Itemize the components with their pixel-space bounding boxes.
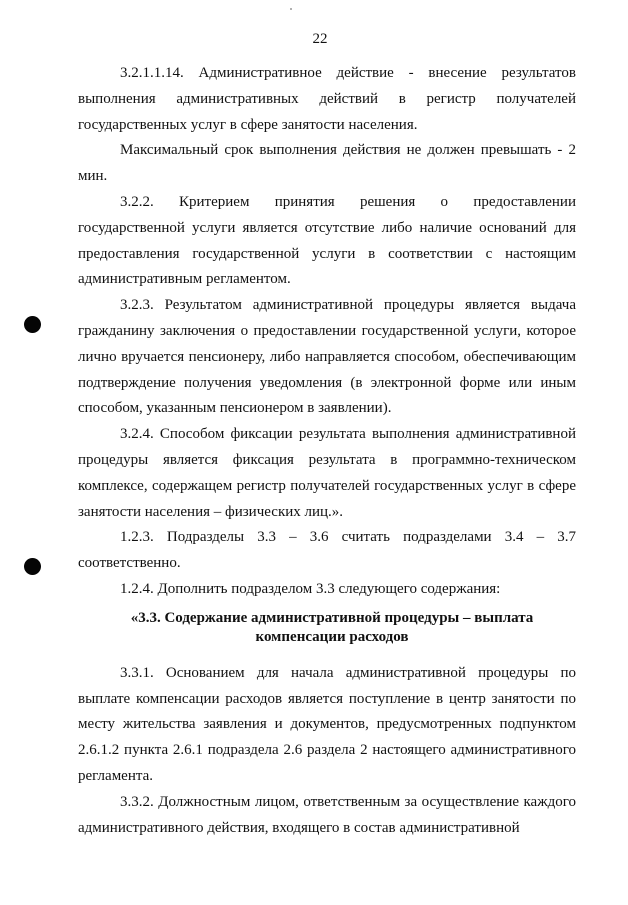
paragraph-3-2-2: 3.2.2. Критерием принятия решения о предоставлении государственной услуги является отсутствие либо наличие оснований для предоставления государственной услуги в соответствии с настоящим административным регламентом. (78, 193, 576, 288)
paragraph-3-2-1-1-14: 3.2.1.1.14. Административное действие - внесение результатов выполнения административных действий в регистр получателей государственных услуг в сфере занятости населения. (78, 65, 576, 133)
section-heading-line2: компенсации расходов (255, 628, 409, 645)
paragraph-3-3-1: 3.3.1. Основанием для начала административной процедуры по выплате компенсации расходов является поступление в центр занятости по месту жительства заявления и документов, предусмотренных подпунктом 2.6.1.2 пункта 2.6.1 подраздела 2.6 раздела 2 настоящего административного регламента. (78, 664, 576, 784)
paragraph-3-2-4: 3.2.4. Способом фиксации результата выполнения административной процедуры является фиксация результата в программно-техническом комплексе, содержащем регистр получателей государственных услуг в сфере занятости населения – физических лиц.». (78, 426, 576, 520)
paragraph-3-2-3: 3.2.3. Результатом административной процедуры является выдача гражданину заключения о предоставлении государственной услуги, которое лично вручается пенсионеру, либо направляется способом, обеспечивающим подтверждение получения уведомления (в электронной форме или иным способом, указанным пенсионером в заявлении). (78, 297, 576, 417)
page-number: 22 (312, 31, 328, 47)
scan-speck (290, 8, 292, 10)
paragraph-3-3-2: 3.3.2. Должностным лицом, ответственным за осуществление каждого административного действия, входящего в состав административной (78, 793, 576, 836)
paragraph-1-2-3: 1.2.3. Подразделы 3.3 – 3.6 считать подразделами 3.4 – 3.7 соответственно. (78, 529, 576, 572)
paragraph-max-time: Максимальный срок выполнения действия не должен превышать - 2 мин. (78, 142, 576, 185)
punch-hole-top (24, 316, 41, 333)
paragraph-1-2-4: 1.2.4. Дополнить подразделом 3.3 следующего содержания: (120, 580, 501, 597)
document-body (78, 61, 576, 841)
section-heading-line1: «3.3. Содержание административной процедуры – выплата (130, 609, 534, 626)
punch-hole-bottom (24, 558, 41, 575)
section-heading-3-3 (78, 603, 576, 661)
